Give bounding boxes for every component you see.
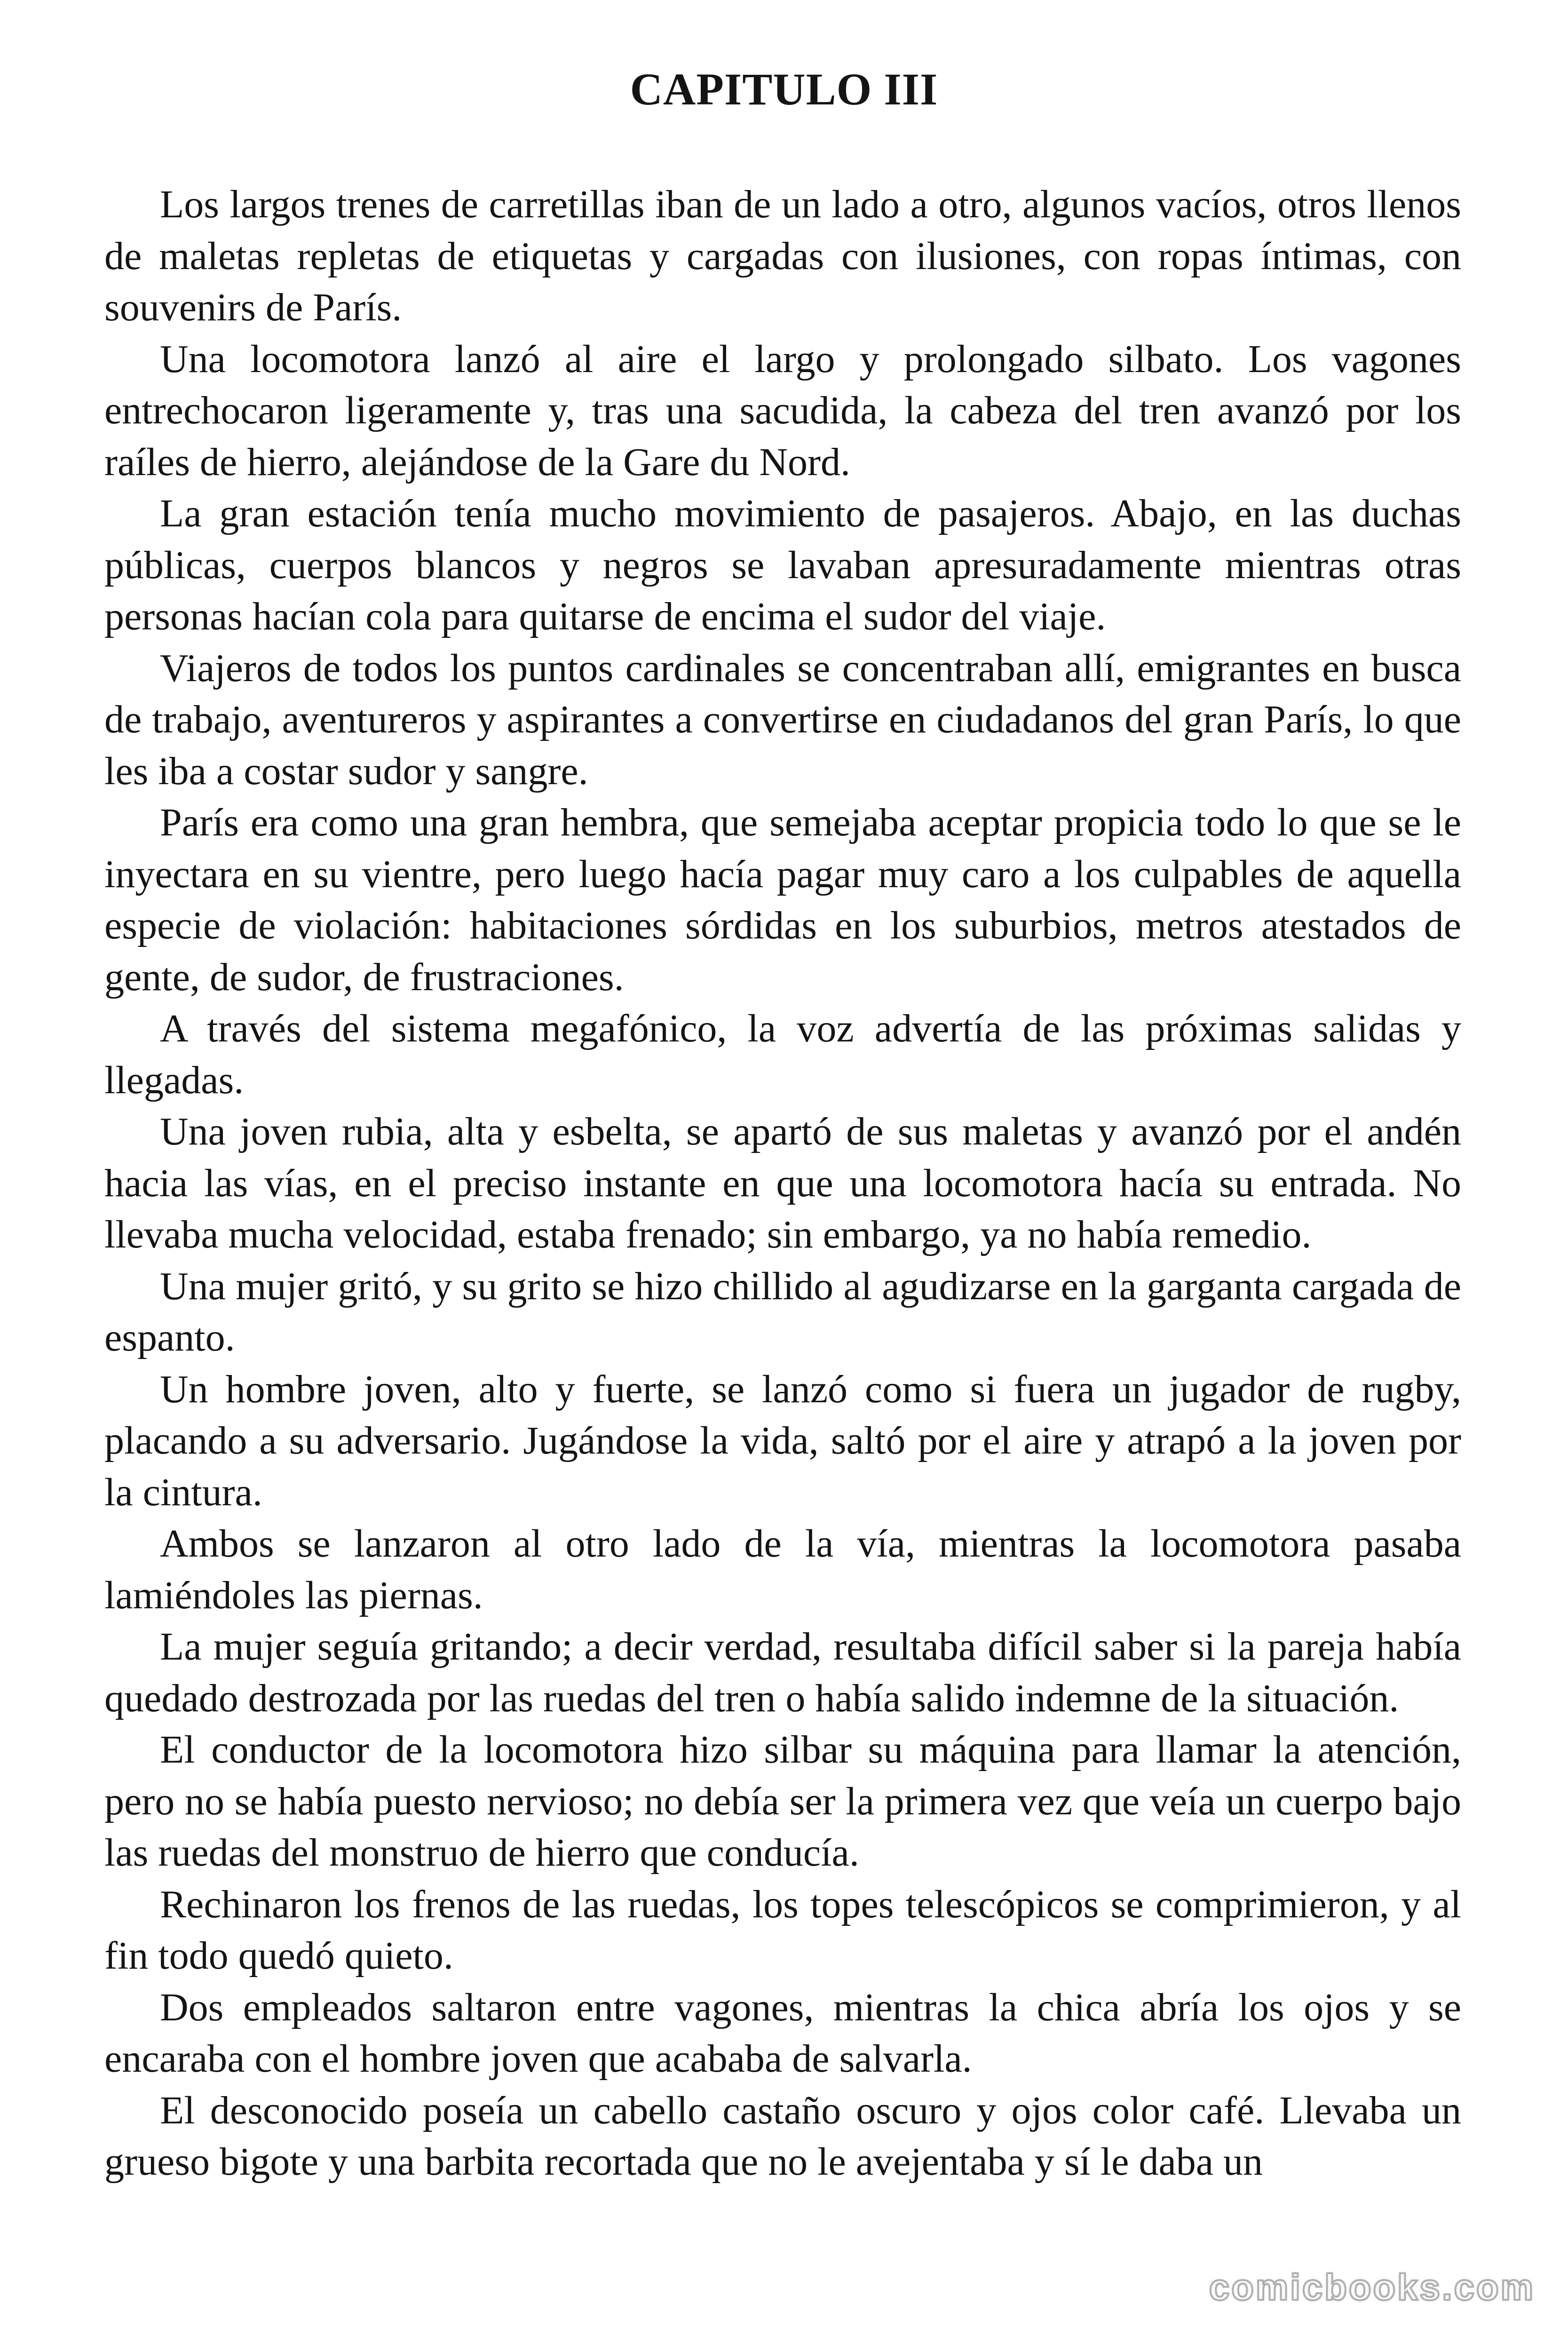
paragraph: Un hombre joven, alto y fuerte, se lanzó como si fuera un jugador de rugby, placando a su adversario. Jugándose la vida, saltó por el aire y atrapó a la joven por la cintura. (104, 1367, 1461, 1514)
paragraph: Viajeros de todos los puntos cardinales se concentraban allí, emigrantes en busca de trabajo, aventureros y aspirantes a convertirse en ciudadanos del gran París, lo que les iba a costar sudor y sangre. (104, 646, 1461, 793)
body-text (104, 179, 1461, 2314)
paragraph: Una mujer gritó, y su grito se hizo chillido al agudizarse en la garganta cargada de espanto. (104, 1264, 1461, 1359)
paragraph: El desconocido poseía un cabello castaño oscuro y ojos color café. Llevaba un grueso bigote y una barbita recortada que no le avejentaba y sí le daba un (104, 2088, 1461, 2184)
paragraph: El conductor de la locomotora hizo silbar su máquina para llamar la atención, pero no se había puesto nervioso; no debía ser la primera vez que veía un cuerpo bajo las ruedas del monstruo de hierro que conducía. (104, 1728, 1461, 1875)
chapter-title: CAPITULO III (630, 64, 938, 114)
paragraph: A través del sistema megafónico, la voz advertía de las próximas salidas y llegadas. (104, 1007, 1461, 1102)
paragraph: Una joven rubia, alta y esbelta, se apartó de sus maletas y avanzó por el andén hacia las vías, en el preciso instante en que una locomotora hacía su entrada. No llevaba mucha velocidad, estaba frenado; sin embargo, ya no había remedio. (104, 1110, 1461, 1256)
paragraph: Dos empleados saltaron entre vagones, mientras la chica abría los ojos y se encaraba con el hombre joven que acababa de salvarla. (104, 1985, 1461, 2081)
watermark: comicbooks.com (1209, 2266, 1535, 2308)
paragraph: París era como una gran hembra, que semejaba aceptar propicia todo lo que se le inyectara en su vientre, pero luego hacía pagar muy caro a los culpables de aquella especie de violación: habitaciones sórdidas en los suburbios, metros atestados de gente, de sudor, de frustraciones. (104, 801, 1461, 999)
paragraph: Rechinaron los frenos de las ruedas, los topes telescópicos se comprimieron, y al fin todo quedó quieto. (104, 1882, 1461, 1978)
paragraph: La gran estación tenía mucho movimiento de pasajeros. Abajo, en las duchas públicas, cuerpos blancos y negros se lavaban apresuradamente mientras otras personas hacían cola para quitarse de encima el sudor del viaje. (104, 492, 1461, 638)
paragraph: Los largos trenes de carretillas iban de un lado a otro, algunos vacíos, otros llenos de maletas repletas de etiquetas y cargadas con ilusiones, con ropas íntimas, con souvenirs de París. (104, 183, 1461, 329)
paragraph: La mujer seguía gritando; a decir verdad, resultaba difícil saber si la pareja había quedado destrozada por las ruedas del tren o había salido indemne de la situación. (104, 1625, 1461, 1720)
paragraph: Ambos se lanzaron al otro lado de la vía, mientras la locomotora pasaba lamiéndoles las piernas. (104, 1522, 1461, 1617)
paragraph: Una locomotora lanzó al aire el largo y prolongado silbato. Los vagones entrechocaron ligeramente y, tras una sacudida, la cabeza del tren avanzó por los raíles de hierro, alejándose de la Gare du Nord. (104, 337, 1461, 484)
